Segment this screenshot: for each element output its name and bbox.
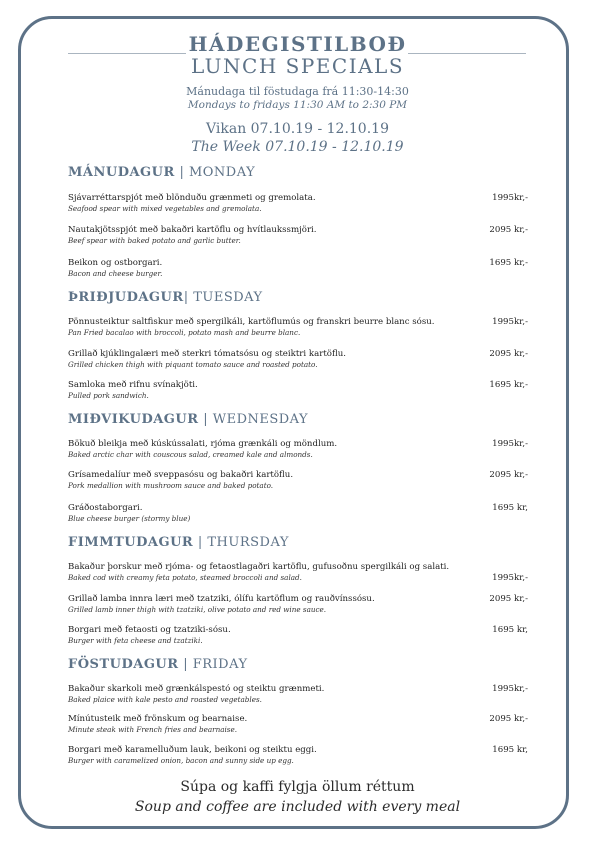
- menu-item: Gráðostaborgari. Blue cheese burger (stormy blue) 1695 kr,: [68, 503, 528, 523]
- menu-item: Grillað lamba innra læri með tzatziki, ólífu kartöflum og rauðvínssósu. Grilled lamb inner thigh with tzatziki, olive potato and red wine sauce. 2095 kr,-: [68, 594, 528, 614]
- item-price: 2095 kr,-: [489, 470, 528, 480]
- item-price: 1995kr,-: [492, 573, 528, 583]
- hours-en: Mondays to fridays 11:30 AM to 2:30 PM: [187, 99, 408, 111]
- day-heading-tuesday: ÞRIÐJUDAGUR| TUESDAY: [68, 290, 263, 305]
- item-price: 2095 kr,-: [489, 714, 528, 724]
- item-price: 1695 kr,: [492, 745, 528, 755]
- menu-item: Sjávarréttarspjót með blönduðu grænmeti og gremolata. Seafood spear with mixed vegetables and gremolata. 1995kr,-: [68, 193, 528, 213]
- menu-item: Nautakjötsspjót með bakaðri kartöflu og hvítlaukssmjöri. Beef spear with baked potato and garlic butter. 2095 kr,-: [68, 225, 528, 245]
- item-price: 1995kr,-: [492, 439, 528, 449]
- menu-item: Grísamedalíur með sveppasósu og bakaðri kartöflu. Pork medallion with mushroom sauce and baked potato. 2095 kr,-: [68, 470, 528, 490]
- item-price: 2095 kr,-: [489, 225, 528, 235]
- item-price: 1995kr,-: [492, 317, 528, 327]
- week-en: The Week 07.10.19 - 12.10.19: [191, 139, 404, 155]
- week-is: Vikan 07.10.19 - 12.10.19: [206, 121, 389, 137]
- item-price: 1695 kr,: [492, 625, 528, 635]
- footer-note-is: Súpa og kaffi fylgja öllum réttum: [180, 779, 415, 795]
- item-price: 2095 kr,-: [489, 349, 528, 359]
- menu-item: Bökuð bleikja með kúskússalati, rjóma grænkáli og möndlum. Baked arctic char with couscous salad, creamed kale and almonds. 1995kr,-: [68, 439, 528, 459]
- day-heading-wednesday: MIÐVIKUDAGUR | WEDNESDAY: [68, 412, 309, 427]
- menu-item: Borgari með fetaosti og tzatziki-sósu. Burger with feta cheese and tzatziki. 1695 kr,: [68, 625, 528, 645]
- menu-item: Grillað kjúklingalæri með sterkri tómatsósu og steiktri kartöflu. Grilled chicken thigh with piquant tomato sauce and roasted potato. 2095 kr,-: [68, 349, 528, 369]
- menu-title-en: LUNCH SPECIALS: [190, 54, 405, 78]
- menu-title-is: HÁDEGISTILBOÐ: [188, 32, 407, 56]
- item-price: 1695 kr,-: [489, 380, 528, 390]
- menu-item: Beikon og ostborgari. Bacon and cheese burger. 1695 kr,-: [68, 258, 528, 278]
- item-price: 1695 kr,-: [489, 258, 528, 268]
- menu-item: Pönnusteiktur saltfiskur með spergilkáli, kartöflumús og franskri beurre blanc sósu. Pan Fried bacalao with broccoli, potato mash and beurre blanc. 1995kr,-: [68, 317, 528, 337]
- menu-item: Mínútusteik með frönskum og bearnaise. Minute steak with French fries and bearnaise. 2095 kr,-: [68, 714, 528, 734]
- menu-item: Borgari með karamelluðum lauk, beikoni og steiktu eggi. Burger with caramelized onion, bacon and sunny side up egg. 1695 kr,: [68, 745, 528, 765]
- menu-item: Samloka með rifnu svínakjöti. Pulled pork sandwich. 1695 kr,-: [68, 380, 528, 400]
- menu-item: Bakaður þorskur með rjóma- og fetaostlagaðri kartöflu, gufusoðnu spergilkáli og salati. Baked cod with creamy feta potato, steamed broccoli and salad. 1995kr,-: [68, 562, 528, 583]
- day-heading-thursday: FIMMTUDAGUR | THURSDAY: [68, 535, 289, 550]
- day-heading-monday: MÁNUDAGUR | MONDAY: [68, 165, 256, 180]
- item-price: 1995kr,-: [492, 684, 528, 694]
- item-price: 1695 kr,: [492, 503, 528, 513]
- item-price: 2095 kr,-: [489, 594, 528, 604]
- menu-item: Bakaður skarkoli með grænkálspestó og steiktu grænmeti. Baked plaice with kale pesto and roasted vegetables. 1995kr,-: [68, 684, 528, 704]
- day-heading-friday: FÖSTUDAGUR | FRIDAY: [68, 657, 248, 672]
- item-price: 1995kr,-: [492, 193, 528, 203]
- hours-is: Mánudaga til föstudaga frá 11:30-14:30: [186, 85, 409, 98]
- footer-note-en: Soup and coffee are included with every meal: [134, 799, 461, 815]
